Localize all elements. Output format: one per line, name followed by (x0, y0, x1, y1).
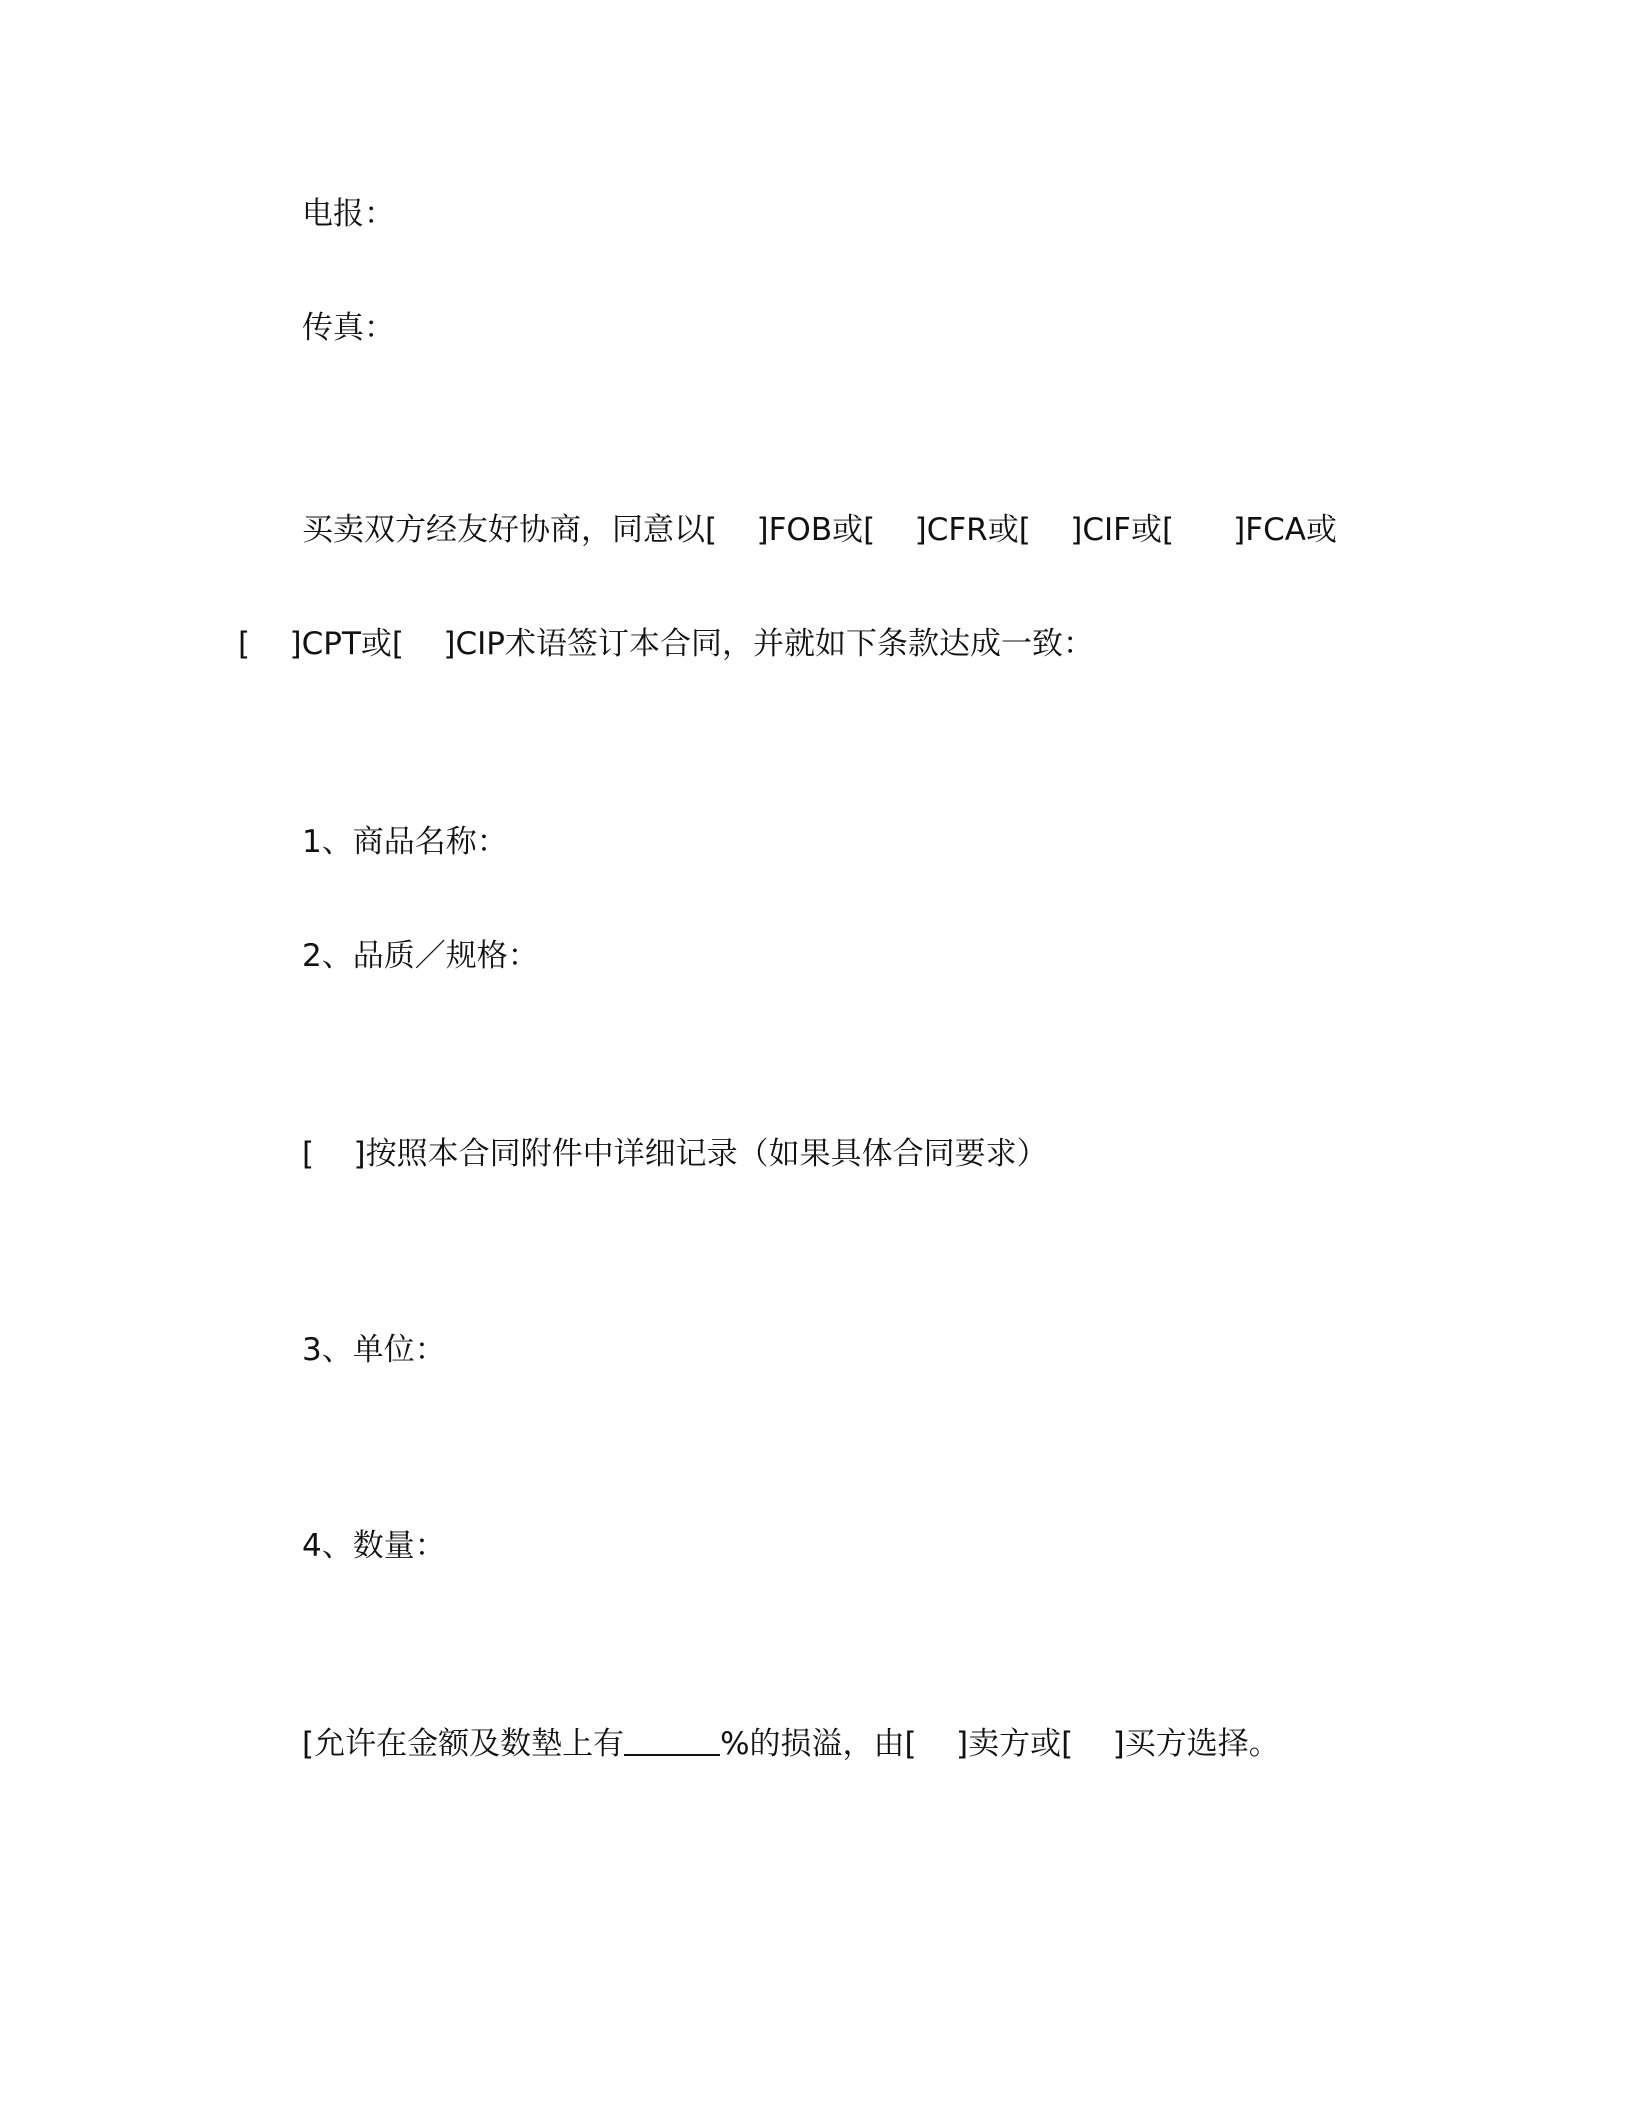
intro-paragraph-line-2: [ ]CPT或[ ]CIP术语签订本合同，并就如下条款达成一致： (238, 626, 1094, 662)
tolerance-suffix: %的损溢，由[ ]卖方或[ ]买方选择。 (720, 1726, 1280, 1762)
clause-2-quality-spec: 2、品质／规格： (302, 938, 539, 974)
clause-1-product-name: 1、商品名称： (302, 824, 508, 860)
tolerance-percent-blank[interactable] (624, 1724, 720, 1756)
spec-attachment-option: [ ]按照本合同附件中详细记录（如果具体合同要求） (302, 1136, 1048, 1172)
telegraph-label: 电报： (302, 196, 395, 232)
intro-paragraph-line-1: 买卖双方经友好协商，同意以[ ]FOB或[ ]CFR或[ ]CIF或[ ]FCA或 (302, 512, 1337, 548)
tolerance-clause (302, 1724, 1280, 1764)
clause-4-quantity: 4、数量： (302, 1528, 446, 1564)
tolerance-prefix: [允许在金额及数墊上有 (302, 1726, 625, 1762)
fax-label: 传真： (302, 310, 395, 346)
clause-3-unit: 3、单位： (302, 1332, 446, 1368)
